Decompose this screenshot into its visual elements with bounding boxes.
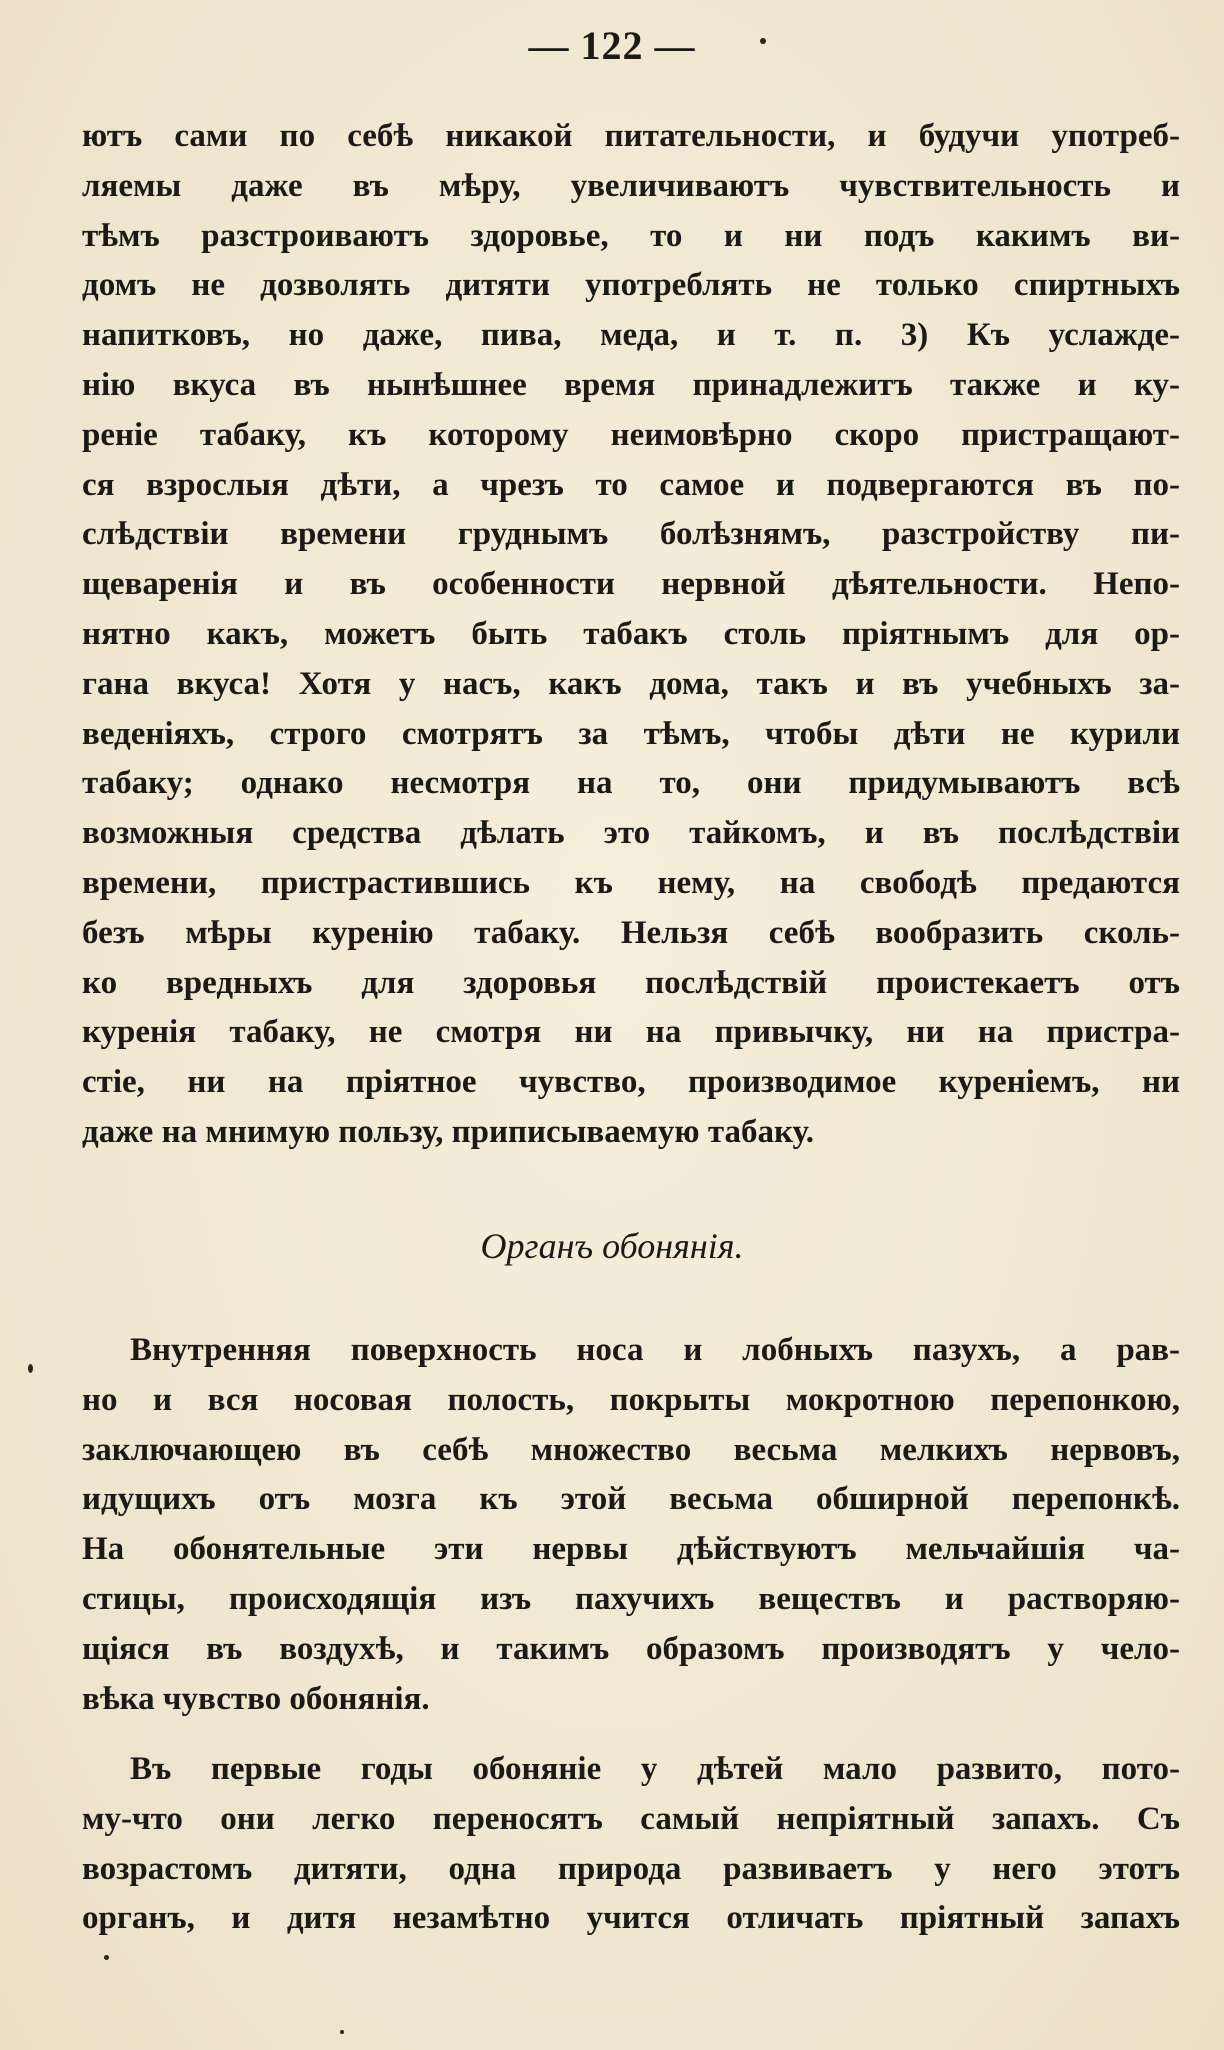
text-line: даже на мнимую пользу, приписываемую табаку. <box>82 1113 814 1150</box>
text-line: му-что они легко переносятъ самый непріятный запахъ. Съ <box>82 1800 1180 1837</box>
text-line: На обонятельные эти нервы дѣйствуютъ мельчайшія ча- <box>82 1531 1180 1568</box>
text-line: щіяся въ воздухѣ, и такимъ образомъ производятъ у чело- <box>82 1630 1180 1667</box>
text-line: реніе табаку, къ которому неимовѣрно скоро пристращают- <box>82 416 1180 453</box>
text-line: напитковъ, но даже, пива, меда, и т. п. 3) Къ услажде- <box>82 317 1180 354</box>
text-line: безъ мѣры куренію табаку. Нельзя себѣ вообразить сколь- <box>82 914 1180 951</box>
text-line: куренія табаку, не смотря ни на привычку, ни на пристра- <box>82 1014 1180 1051</box>
text-line: Въ первые годы обоняніе у дѣтей мало развито, пото- <box>130 1751 1180 1787</box>
paragraph-2 <box>82 1326 1180 1724</box>
text-line: тѣмъ разстроиваютъ здоровье, то и ни подъ какимъ ви- <box>82 217 1180 254</box>
ink-speck <box>340 2030 344 2034</box>
text-line: стіе, ни на пріятное чувство, производимое куреніемъ, ни <box>82 1064 1180 1101</box>
text-line: веденіяхъ, строго смотрятъ за тѣмъ, чтобы дѣти не курили <box>82 715 1180 752</box>
text-line: домъ не дозволять дитяти употреблять не только спиртныхъ <box>82 267 1180 304</box>
text-line: времени, пристрастившись къ нему, на свободѣ предаются <box>82 864 1180 901</box>
section-heading: Органъ обонянія. <box>480 1226 744 1266</box>
ink-speck <box>28 1364 33 1373</box>
text-line: табаку; однако несмотря на то, они придумываютъ всѣ <box>82 765 1180 802</box>
text-line: ся взрослыя дѣти, а чрезъ то самое и подвергаются въ по- <box>82 466 1180 503</box>
paragraph-1 <box>82 112 1180 1158</box>
text-line: возможныя средства дѣлать это тайкомъ, и въ послѣдствіи <box>82 815 1180 852</box>
paragraph-3 <box>82 1745 1180 1944</box>
text-line: органъ, и дитя незамѣтно учится отличать пріятный запахъ <box>82 1900 1180 1937</box>
text-line: Внутренняя поверхность носа и лобныхъ пазухъ, а рав- <box>130 1332 1180 1368</box>
text-line: нятно какъ, можетъ быть табакъ столь пріятнымъ для ор- <box>82 615 1180 652</box>
text-line: но и вся носовая полость, покрыты мокротною перепонкою, <box>82 1381 1180 1418</box>
text-line: идущихъ отъ мозга къ этой весьма обширной перепонкѣ. <box>82 1481 1180 1518</box>
text-line: возрастомъ дитяти, одна природа развиваетъ у него этотъ <box>82 1850 1180 1887</box>
ink-speck <box>104 1955 109 1960</box>
text-line: вѣка чувство обонянія. <box>82 1680 430 1717</box>
text-line: гана вкуса! Хотя у насъ, какъ дома, такъ и въ учебныхъ за- <box>82 665 1180 702</box>
page-number: — 122 — <box>528 23 696 68</box>
text-line: нію вкуса въ нынѣшнее время принадлежитъ также и ку- <box>82 366 1180 403</box>
text-line: слѣдствіи времени груднымъ болѣзнямъ, разстройству пи- <box>82 516 1180 553</box>
text-line: ютъ сами по себѣ никакой питательности, и будучи употреб- <box>82 118 1180 154</box>
text-line: щеваренія и въ особенности нервной дѣятельности. Непо- <box>82 566 1180 603</box>
text-line: ко вредныхъ для здоровья послѣдствій проистекаетъ отъ <box>82 964 1180 1001</box>
ink-speck <box>760 38 766 44</box>
text-line: ляемы даже въ мѣру, увеличиваютъ чувствительность и <box>82 167 1180 204</box>
text-line: стицы, происходящія изъ пахучихъ веществъ и растворяю- <box>82 1580 1180 1617</box>
text-line: заключающею въ себѣ множество весьма мелкихъ нервовъ, <box>82 1431 1180 1468</box>
